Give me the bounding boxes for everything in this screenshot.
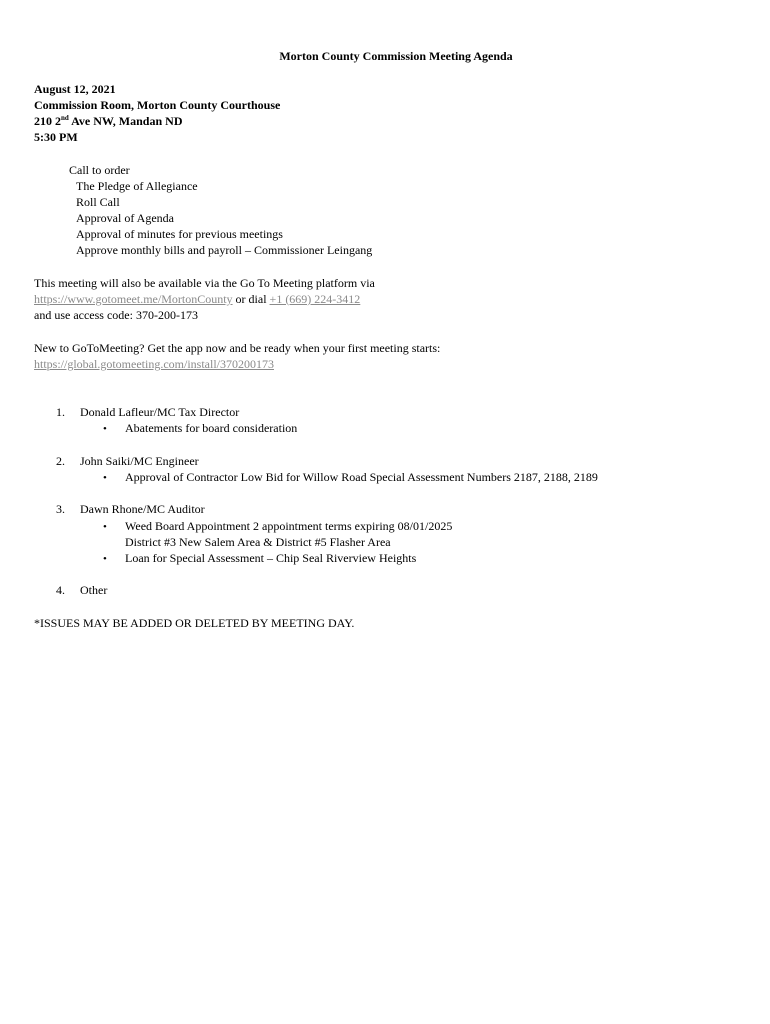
- gotomeeting-url-link[interactable]: https://www.gotomeet.me/MortonCounty: [34, 292, 233, 306]
- agenda-number: 4.: [56, 583, 65, 597]
- install-link-line: [34, 356, 274, 372]
- address-pre: 210 2: [34, 114, 61, 128]
- agenda-presenter: Other: [80, 583, 108, 597]
- meeting-date: August 12, 2021: [34, 82, 116, 96]
- opening-item: Approval of minutes for previous meetings: [76, 227, 283, 241]
- opening-item: Approval of Agenda: [76, 211, 174, 225]
- opening-item: Approve monthly bills and payroll – Commissioner Leingang: [76, 243, 373, 257]
- opening-item: The Pledge of Allegiance: [76, 179, 198, 193]
- bullet-icon: •: [103, 423, 107, 435]
- agenda-bullet-item: Weed Board Appointment 2 appointment terms expiring 08/01/2025: [125, 519, 453, 533]
- page-title: Morton County Commission Meeting Agenda: [279, 49, 513, 63]
- access-code: and use access code: 370-200-173: [34, 308, 198, 322]
- gotomeeting-link-line: [34, 291, 360, 307]
- meeting-address: [34, 113, 182, 129]
- meeting-room: Commission Room, Morton County Courthouse: [34, 98, 281, 112]
- agenda-bullet-item: Loan for Special Assessment – Chip Seal Riverview Heights: [125, 551, 417, 565]
- agenda-presenter: Donald Lafleur/MC Tax Director: [80, 405, 240, 419]
- agenda-presenter: Dawn Rhone/MC Auditor: [80, 502, 205, 516]
- address-sup: nd: [61, 114, 69, 122]
- bullet-icon: •: [103, 521, 107, 533]
- install-url-link[interactable]: https://global.gotomeeting.com/install/370200173: [34, 357, 274, 371]
- opening-item: Call to order: [69, 163, 130, 177]
- meeting-time: 5:30 PM: [34, 130, 78, 144]
- agenda-number: 3.: [56, 502, 65, 516]
- or-dial-text: or dial: [232, 292, 270, 306]
- agenda-bullet-item: Abatements for board consideration: [125, 421, 298, 435]
- address-post: Ave NW, Mandan ND: [68, 114, 183, 128]
- agenda-number: 1.: [56, 405, 65, 419]
- bullet-icon: •: [103, 553, 107, 565]
- agenda-presenter: John Saiki/MC Engineer: [80, 454, 199, 468]
- bullet-icon: •: [103, 472, 107, 484]
- opening-item: Roll Call: [76, 195, 120, 209]
- footer-note: *ISSUES MAY BE ADDED OR DELETED BY MEETING DAY.: [34, 616, 355, 630]
- gotomeeting-intro: This meeting will also be available via the Go To Meeting platform via: [34, 276, 375, 290]
- new-to-gotomeeting: New to GoToMeeting? Get the app now and be ready when your first meeting starts:: [34, 341, 441, 355]
- agenda-bullet-item: Approval of Contractor Low Bid for Willow Road Special Assessment Numbers 2187, 2188, 2189: [125, 470, 598, 484]
- dial-phone-link[interactable]: +1 (669) 224-3412: [269, 292, 361, 306]
- agenda-number: 2.: [56, 454, 65, 468]
- agenda-bullet-continuation: District #3 New Salem Area & District #5 Flasher Area: [125, 535, 391, 549]
